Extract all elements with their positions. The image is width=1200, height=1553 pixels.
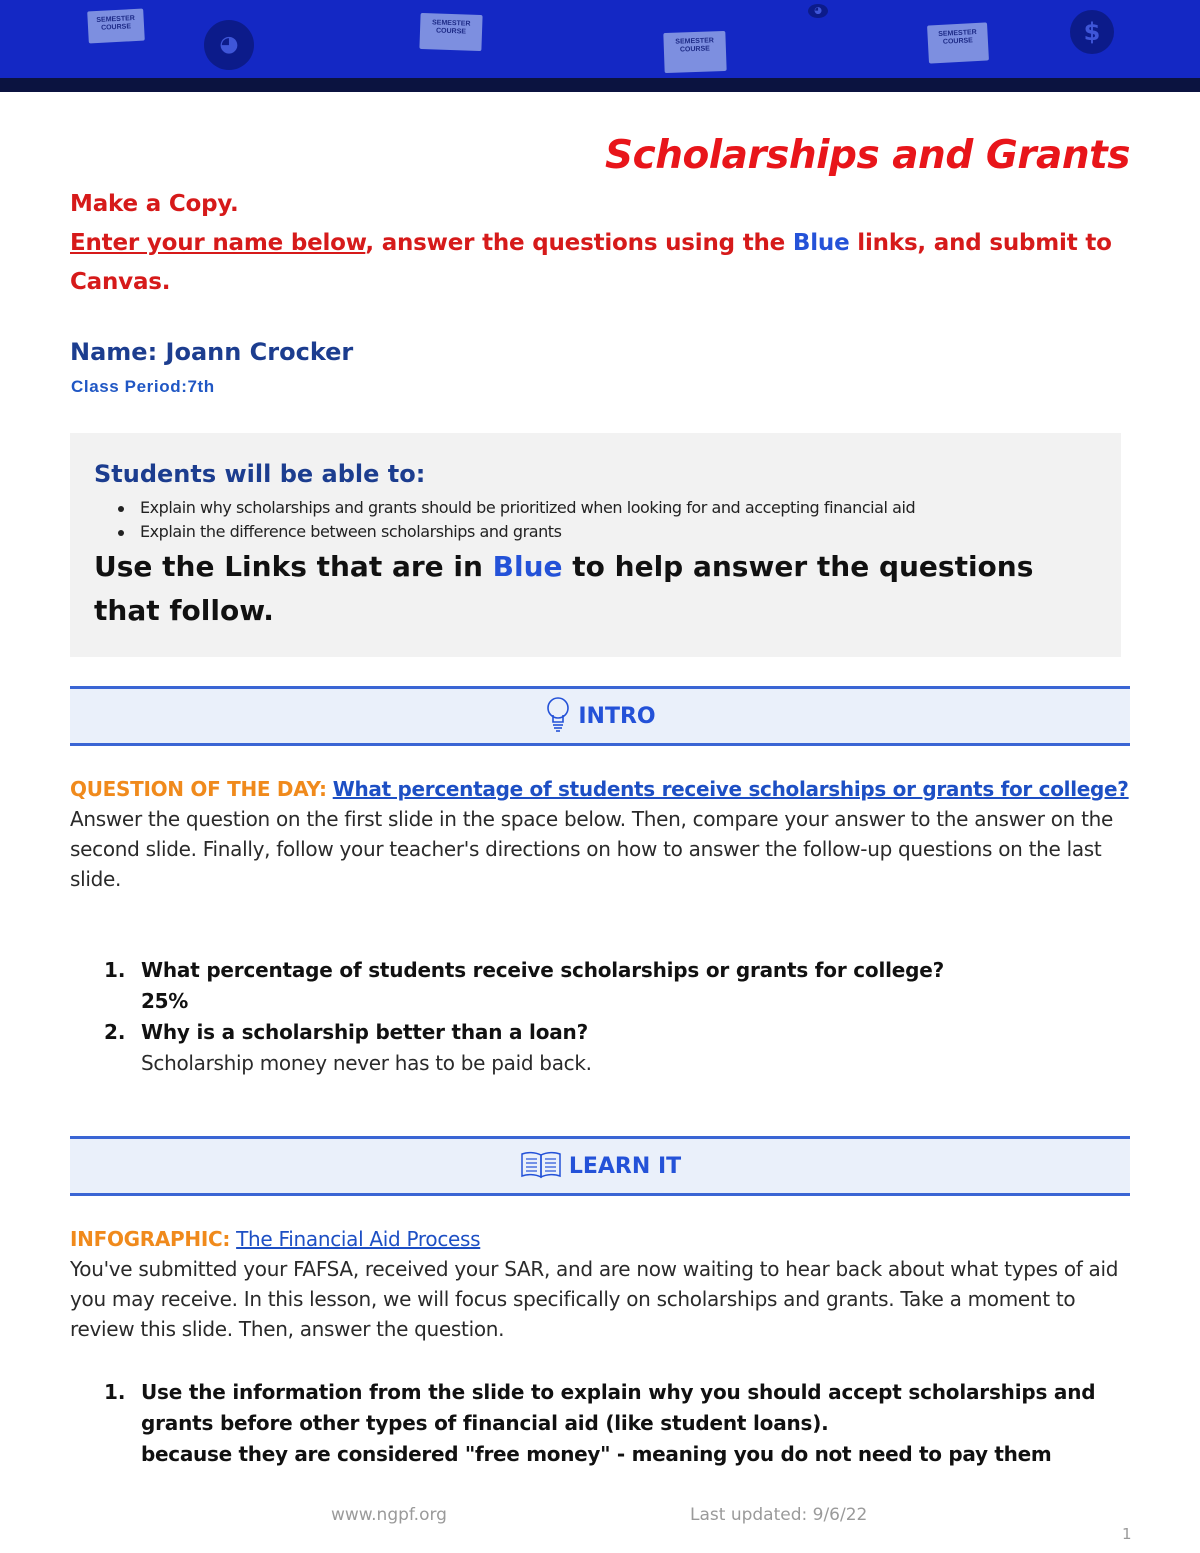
objectives-list xyxy=(140,496,915,544)
gauge-icon: ◕ xyxy=(204,20,254,70)
question-text: Why is a scholarship better than a loan? xyxy=(141,1020,588,1044)
small-gauge-icon: ◕ xyxy=(808,4,828,18)
document-title: Scholarships and Grants xyxy=(605,133,1130,178)
semester-course-card: SEMESTER COURSE xyxy=(87,9,145,44)
question-of-the-day xyxy=(70,774,1130,894)
intro-question-list xyxy=(100,955,1130,1079)
question-number: 1. xyxy=(104,958,126,982)
semester-course-card: SEMESTER COURSE xyxy=(663,31,726,73)
objectives-box xyxy=(70,433,1121,657)
callout-end: to help answer the questions that follow. xyxy=(94,550,1034,627)
question-number: 1. xyxy=(104,1380,126,1404)
infographic-body: You've submitted your FAFSA, received your SAR, and are now waiting to hear back about what types of aid you may receive. In this lesson, we will focus specifically on scholarships and grants. Take a moment to review this slide. Then, answer the question. xyxy=(70,1257,1119,1341)
section-bar-learn-it xyxy=(70,1136,1130,1196)
make-copy-text: Make a Copy. xyxy=(70,191,239,217)
semester-course-card: SEMESTER COURSE xyxy=(927,22,989,63)
qotd-body: Answer the question on the first slide in the space below. Then, compare your answer to the answer on the second slide. Finally, follow your teacher's directions on how to answer the follow-up questions on the last slide. xyxy=(70,807,1113,891)
lightbulb-icon xyxy=(544,695,572,737)
instructions xyxy=(70,185,1130,302)
answer-text[interactable]: Scholarship money never has to be paid back. xyxy=(141,1051,592,1075)
section-bar-intro xyxy=(70,686,1130,746)
section-label-intro: INTRO xyxy=(578,703,656,729)
objective-item: Explain the difference between scholarships and grants xyxy=(140,520,915,544)
objective-item: Explain why scholarships and grants should be prioritized when looking for and accepting financial aid xyxy=(140,496,915,520)
infographic-link[interactable]: The Financial Aid Process xyxy=(236,1227,481,1251)
semester-course-card: SEMESTER COURSE xyxy=(419,13,482,51)
section-label-learn-it: LEARN IT xyxy=(568,1153,682,1179)
open-book-icon xyxy=(519,1149,563,1183)
class-period[interactable]: Class Period:7th xyxy=(71,377,215,396)
list-item xyxy=(100,1377,1130,1470)
answer-text[interactable]: 25% xyxy=(141,989,188,1013)
infographic-section xyxy=(70,1224,1130,1344)
question-number: 2. xyxy=(104,1020,126,1044)
list-item xyxy=(100,955,1130,1017)
list-item xyxy=(100,1017,1130,1079)
footer-last-updated: Last updated: 9/6/22 xyxy=(690,1505,868,1525)
qotd-label: QUESTION OF THE DAY: xyxy=(70,777,327,801)
instructions-middle: , answer the questions using the xyxy=(365,230,793,256)
submit-instructions xyxy=(70,224,1130,302)
objectives-heading: Students will be able to: xyxy=(94,460,426,488)
question-text: What percentage of students receive scholarships or grants for college? xyxy=(141,958,945,982)
callout-start: Use the Links that are in xyxy=(94,550,493,583)
links-callout xyxy=(94,545,1104,633)
banner-bottom-strip xyxy=(0,78,1200,92)
page-number: 1 xyxy=(1122,1525,1132,1543)
learn-it-question-list xyxy=(100,1377,1130,1470)
question-text: Use the information from the slide to explain why you should accept scholarships and grants before other types of financial aid (like student loans). xyxy=(141,1380,1096,1435)
footer-website[interactable]: www.ngpf.org xyxy=(331,1505,447,1525)
qotd-link[interactable]: What percentage of students receive scholarships or grants for college? xyxy=(332,777,1129,801)
header-banner xyxy=(0,0,1200,92)
infographic-label: INFOGRAPHIC: xyxy=(70,1227,231,1251)
dollar-icon: $ xyxy=(1070,10,1114,54)
blue-word: Blue xyxy=(792,230,850,256)
callout-blue: Blue xyxy=(492,550,563,583)
answer-text[interactable]: because they are considered "free money" - meaning you do not need to pay them xyxy=(141,1442,1052,1466)
enter-name-link[interactable]: Enter your name below xyxy=(70,230,366,256)
instructions-end: links, and submit to Canvas. xyxy=(70,230,1112,295)
student-name[interactable]: Name: Joann Crocker xyxy=(70,338,354,366)
